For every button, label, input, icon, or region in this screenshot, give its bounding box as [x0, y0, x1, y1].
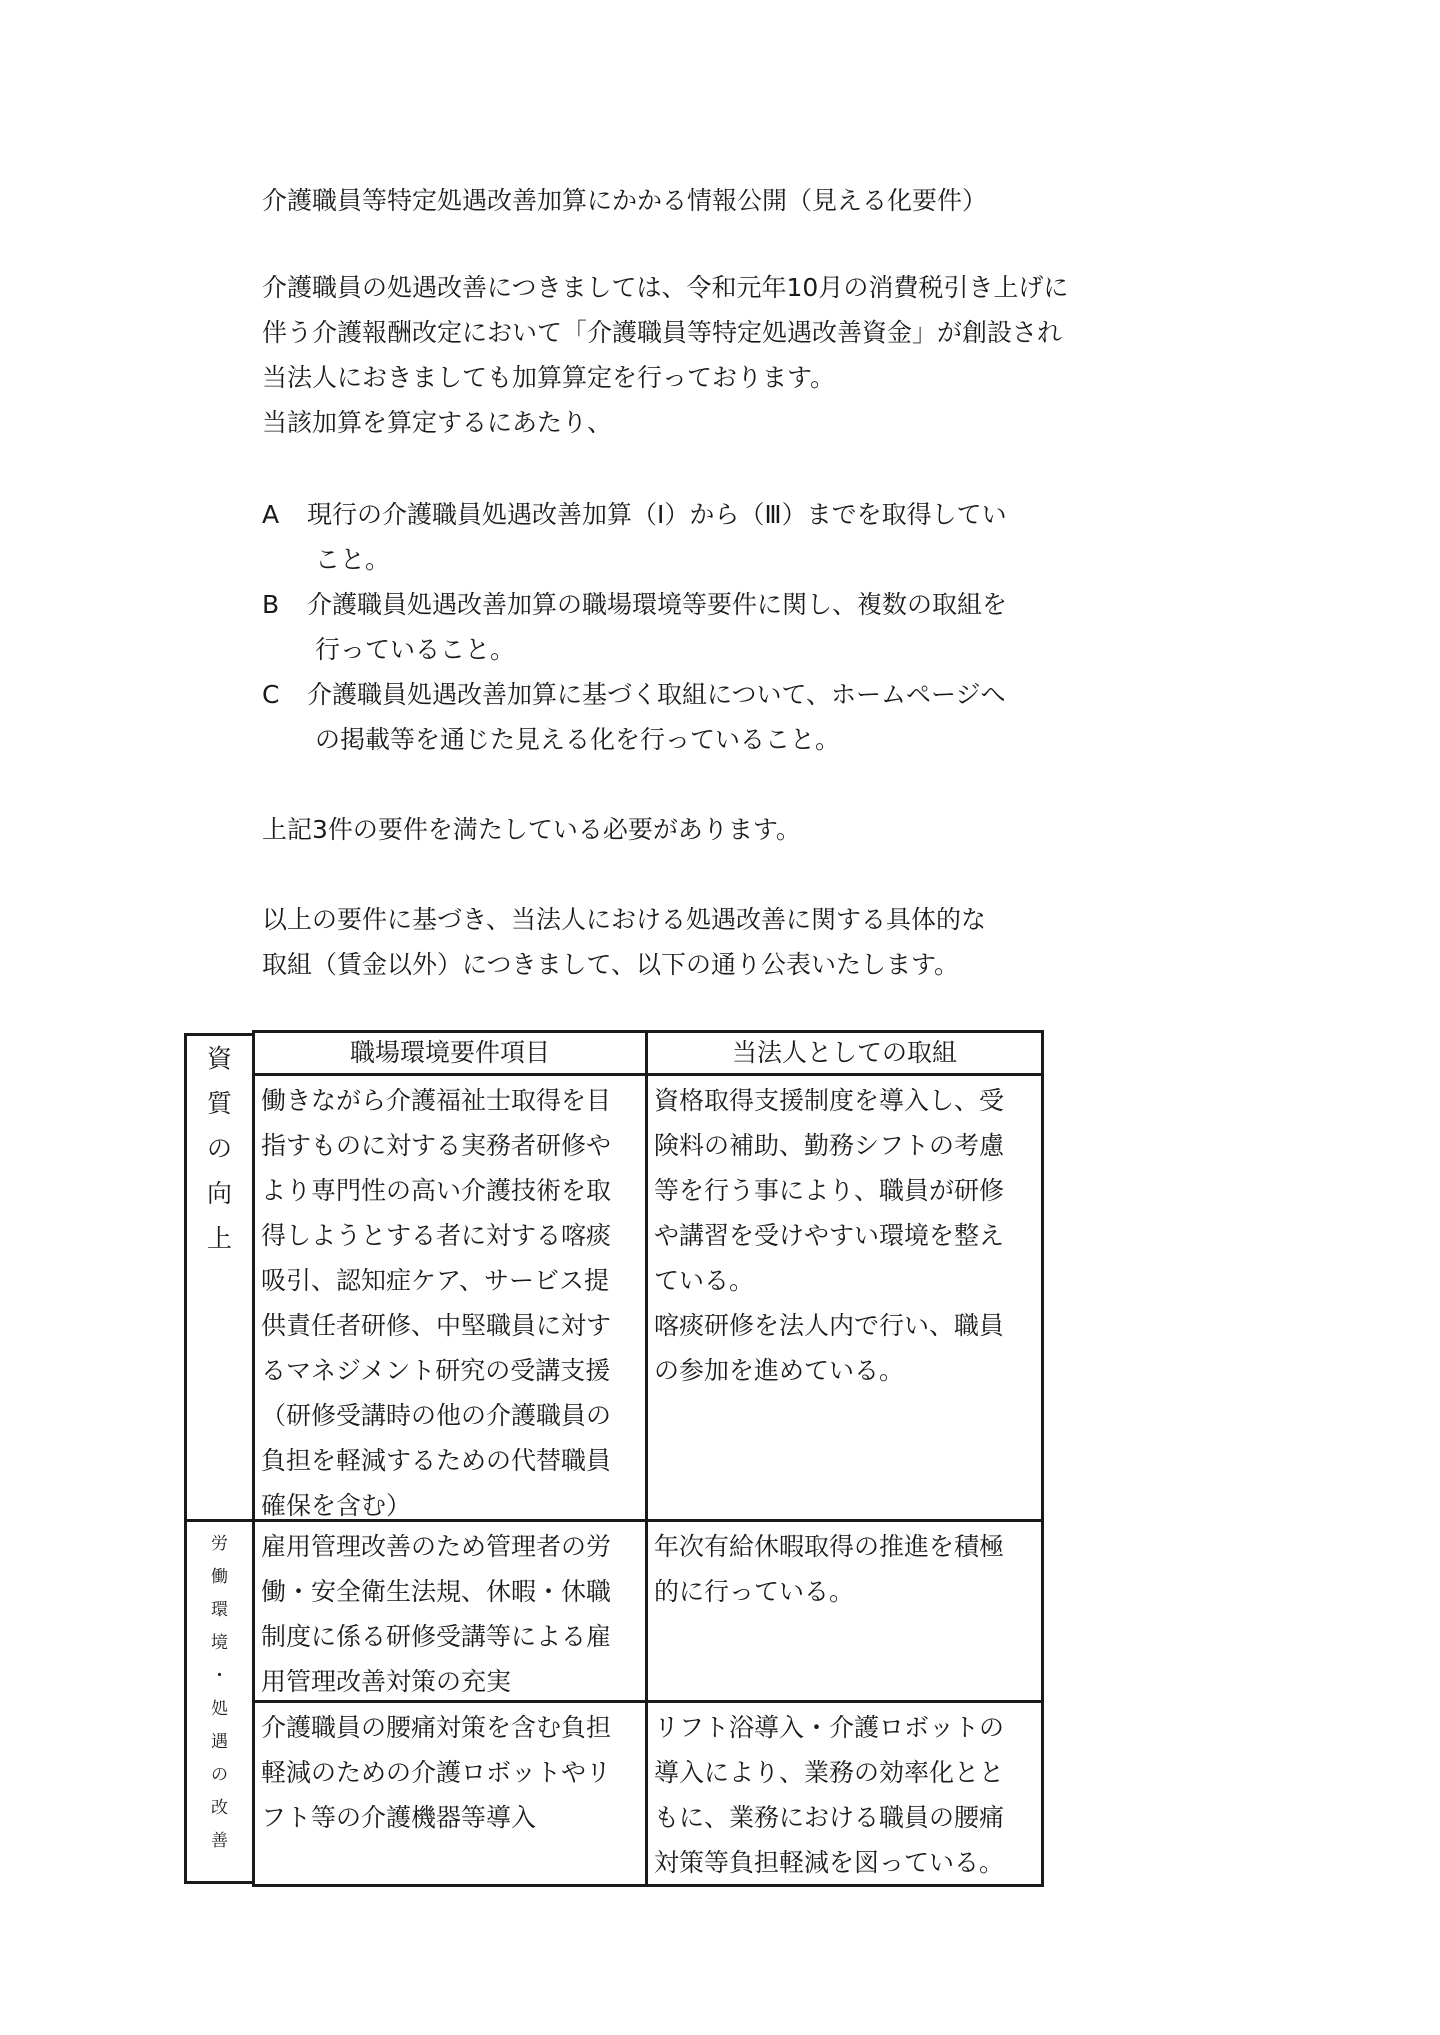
- category-label-labor: 労 働 環 境 ・ 処 遇 の 改 善: [211, 1534, 228, 1851]
- table-header-initiative: 当法人としての取組: [731, 1038, 957, 1067]
- closing-line-1: 以上の要件に基づき、当法人における処遇改善に関する具体的な: [262, 905, 987, 934]
- requirement-letter: B: [262, 590, 280, 619]
- table-row-2-requirement: 雇用管理改善のため管理者の労 働・安全衛生法規、休暇・休職 制度に係る研修受講等による雇 用管理改善対策の充実: [261, 1532, 612, 1696]
- requirement-b-cont: 行っていること。: [315, 635, 516, 664]
- table-header-requirement: 職場環境要件項目: [349, 1038, 550, 1067]
- page-title: 介護職員等特定処遇改善加算にかかる情報公開（見える化要件）: [262, 186, 988, 215]
- requirement-c-cont: の掲載等を通じた見える化を行っていること。: [315, 725, 841, 754]
- requirement-c: [262, 672, 1006, 717]
- intro-line-4: 当該加算を算定するにあたり、: [262, 408, 613, 437]
- requirement-text: 介護職員処遇改善加算に基づく取組について、ホームページへ: [307, 680, 1006, 709]
- requirement-text: 現行の介護職員処遇改善加算（Ⅰ）から（Ⅲ）までを取得してい: [307, 500, 1007, 529]
- intro-line-2: 伴う介護報酬改定において「介護職員等特定処遇改善資金」が創設され: [262, 318, 1063, 347]
- requirement-letter: A: [262, 500, 280, 529]
- table-row-3-requirement: 介護職員の腰痛対策を含む負担 軽減のための介護ロボットやリ フト等の介護機器等導入: [261, 1713, 612, 1832]
- table-row-2-initiative: 年次有給休暇取得の推進を積極 的に行っている。: [654, 1532, 1005, 1606]
- summary-text: 上記3件の要件を満たしている必要があります。: [262, 815, 801, 844]
- requirement-text: 介護職員処遇改善加算の職場環境等要件に関し、複数の取組を: [307, 590, 1008, 619]
- column-divider: [645, 1030, 648, 1887]
- requirement-a: [262, 492, 1007, 537]
- intro-line-1: 介護職員の処遇改善につきましては、令和元年10月の消費税引き上げに: [262, 273, 1069, 302]
- requirement-a-cont: こと。: [315, 545, 391, 574]
- table-row-1-requirement: 働きながら介護福祉士取得を目 指すものに対する実務者研修や より専門性の高い介護技術を取 得しようとする者に対する喀痰 吸引、認知症ケア、サービス提 供責任者研修、中堅職員に対す るマネジメント研究の受講支援 （研修受講時の他の介護職員の 負担を軽減するための代替職員 確保を含む）: [261, 1086, 612, 1520]
- header-divider: [252, 1073, 1044, 1076]
- table-row-3-initiative: リフト浴導入・介護ロボットの 導入により、業務の効率化とと もに、業務における職員の腰痛 対策等負担軽減を図っている。: [654, 1713, 1005, 1877]
- requirement-letter: C: [262, 680, 280, 709]
- table-row-1-initiative: 資格取得支援制度を導入し、受 険料の補助、勤務シフトの考慮 等を行う事により、職員が研修 や講習を受けやすい環境を整え ている。 喀痰研修を法人内で行い、職員 の参加を進めている。: [654, 1086, 1005, 1385]
- requirement-b: [262, 582, 1007, 627]
- intro-line-3: 当法人におきましても加算算定を行っております。: [262, 363, 836, 392]
- category-label-quality: 資 質 の 向 上: [206, 1044, 232, 1253]
- closing-line-2: 取組（賃金以外）につきまして、以下の通り公表いたします。: [262, 950, 960, 979]
